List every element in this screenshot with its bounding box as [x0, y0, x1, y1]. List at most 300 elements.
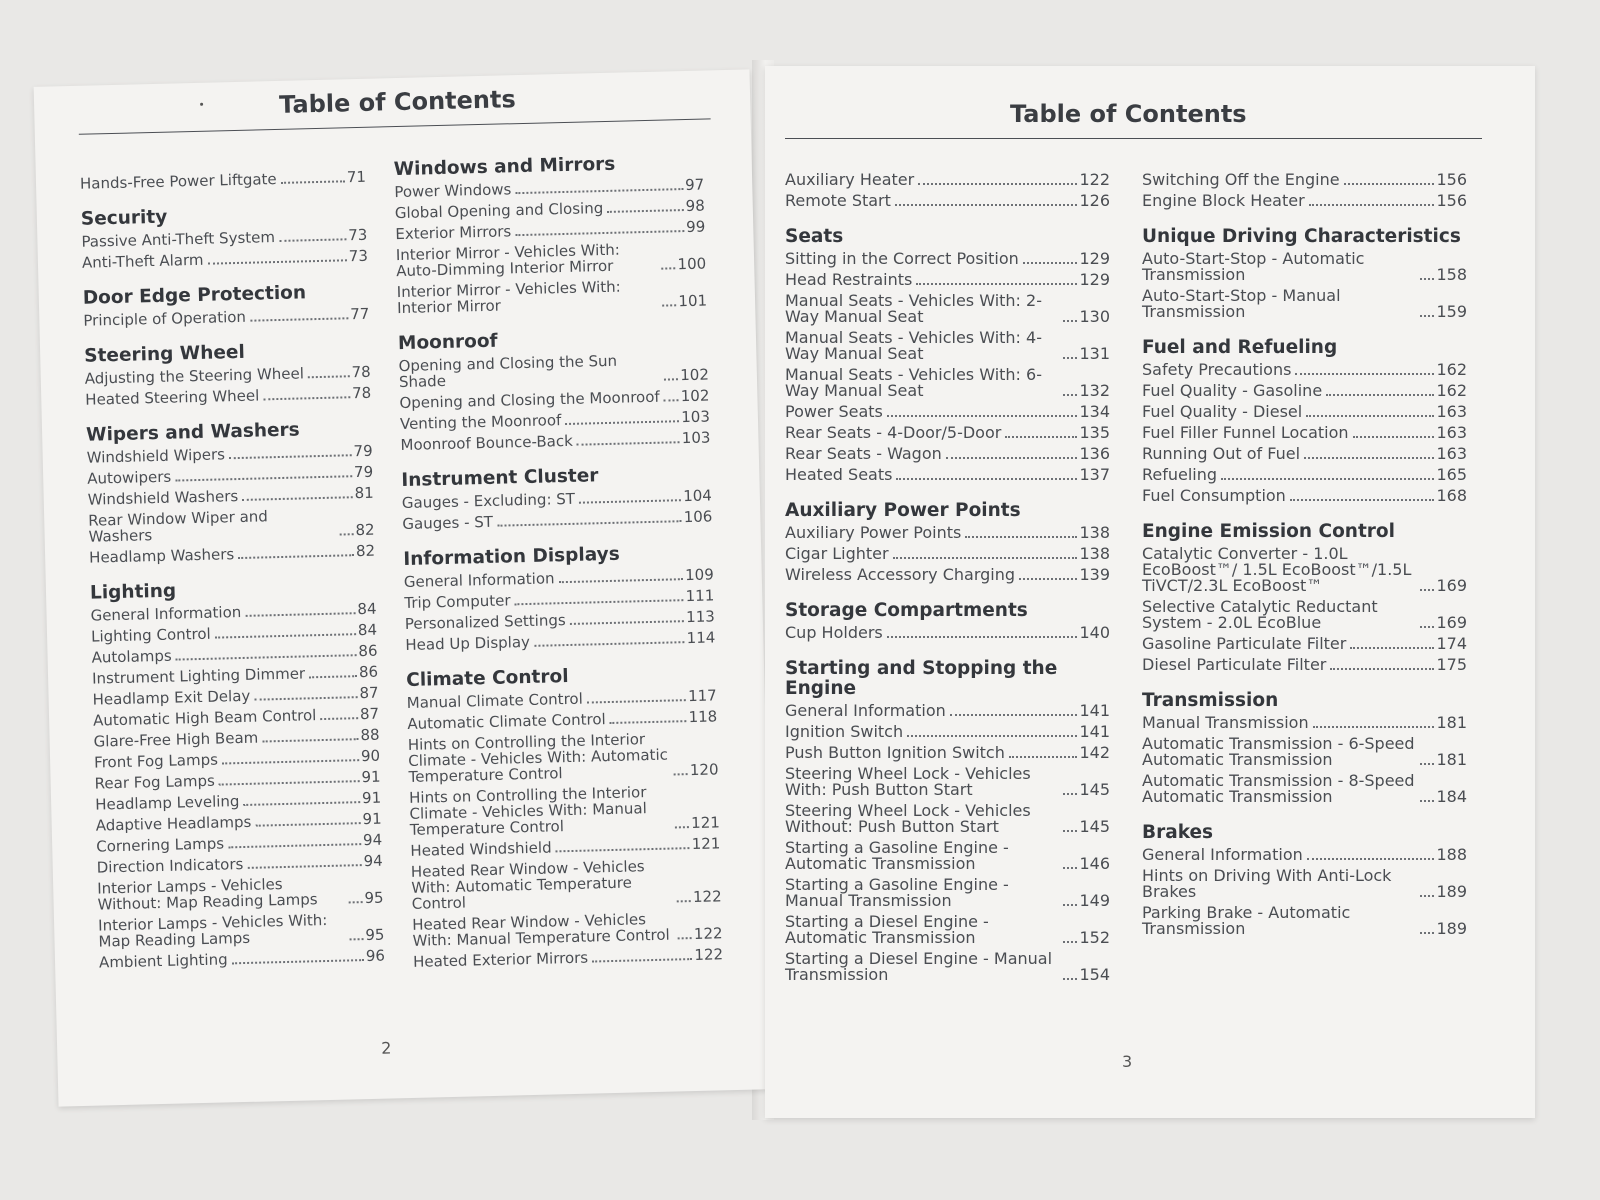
entry-page-number: 91	[361, 788, 382, 808]
toc-entry[interactable]	[397, 277, 708, 317]
dot-leader	[1344, 183, 1435, 185]
toc-entry[interactable]	[1142, 636, 1467, 652]
page-title: Table of Contents	[1010, 100, 1247, 128]
entry-page-number: 154	[1079, 965, 1110, 984]
entry-page-number: 130	[1079, 307, 1110, 326]
entry-page-number: 140	[1079, 623, 1110, 642]
toc-entry[interactable]	[785, 546, 1110, 562]
dot-leader	[965, 536, 1077, 538]
toc-entry[interactable]	[81, 227, 367, 250]
toc-entry[interactable]	[404, 587, 714, 611]
entry-title: Fuel Quality - Gasoline	[1142, 381, 1323, 400]
toc-entry[interactable]	[91, 643, 377, 666]
toc-entry[interactable]	[785, 567, 1110, 583]
entry-title: Power Seats	[785, 402, 883, 421]
dot-leader	[1420, 895, 1434, 897]
entry-title: Passive Anti-Theft System	[81, 228, 276, 251]
entry-title: Starting a Diesel Engine - Automatic Transmission	[785, 912, 989, 947]
toc-entry[interactable]	[408, 729, 719, 785]
entry-page-number: 121	[690, 813, 721, 833]
toc-entry[interactable]	[1142, 847, 1467, 863]
entry-title: Head Restraints	[785, 270, 913, 289]
toc-entry[interactable]	[1142, 736, 1467, 768]
dot-leader	[242, 496, 352, 501]
entry-title: Heated Steering Wheel	[85, 386, 260, 409]
entry-page-number: 99	[685, 217, 706, 236]
toc-entry[interactable]	[399, 387, 709, 411]
toc-entry[interactable]	[785, 803, 1110, 835]
toc-entry[interactable]	[94, 748, 380, 771]
toc-entry[interactable]	[398, 350, 709, 390]
section-heading: Climate Control	[406, 666, 569, 691]
dot-leader	[662, 267, 676, 269]
toc-entry[interactable]	[785, 293, 1110, 325]
dot-leader	[916, 283, 1077, 285]
entry-title: Switching Off the Engine	[1142, 170, 1340, 189]
dot-leader	[579, 499, 681, 503]
toc-entry[interactable]	[785, 914, 1110, 946]
entry-page-number: 90	[360, 746, 381, 766]
entry-title: Autolamps	[91, 646, 172, 667]
toc-entry[interactable]	[95, 790, 381, 813]
entry-title: Manual Climate Control	[406, 689, 583, 712]
entry-page-number: 102	[680, 365, 710, 385]
dot-leader	[176, 654, 357, 660]
entry-page-number: 162	[1436, 381, 1467, 400]
dot-leader	[918, 183, 1077, 185]
dot-leader	[1019, 578, 1077, 580]
toc-section	[785, 172, 1110, 209]
toc-entry[interactable]	[89, 543, 375, 566]
section-heading: Lighting	[89, 580, 177, 604]
dot-leader	[1420, 932, 1434, 934]
toc-entry[interactable]	[1142, 467, 1467, 483]
dot-leader	[515, 599, 684, 605]
dot-leader	[1009, 756, 1078, 758]
toc-entry[interactable]	[85, 385, 371, 408]
dot-leader	[1290, 499, 1435, 501]
dot-leader	[254, 696, 357, 701]
entry-page-number: 98	[685, 196, 705, 216]
entry-title: Headlamp Washers	[88, 545, 235, 567]
entry-page-number: 181	[1436, 750, 1467, 769]
dot-leader	[1307, 858, 1435, 860]
entry-title: Push Button Ignition Switch	[785, 743, 1005, 762]
entry-title: Steering Wheel Lock - Vehicles Without: Push Button Start	[785, 801, 1031, 836]
entry-title: Interior Mirror - Vehicles With: Interior Mirror	[396, 277, 621, 318]
section-heading: Information Displays	[403, 543, 620, 571]
dot-leader	[1063, 904, 1077, 906]
toc-entry[interactable]	[1142, 599, 1467, 631]
toc-section	[1142, 823, 1467, 937]
toc-entry[interactable]	[405, 608, 715, 632]
toc-entry[interactable]	[785, 525, 1110, 541]
entry-page-number: 129	[1079, 249, 1110, 268]
entry-title: Gasoline Particulate Filter	[1142, 634, 1347, 653]
entry-title: Global Opening and Closing	[394, 199, 604, 223]
toc-column	[785, 172, 1110, 1001]
section-heading: Unique Driving Characteristics	[1142, 226, 1461, 247]
dot-leader	[515, 230, 684, 236]
entry-title: Fuel Filler Funnel Location	[1142, 423, 1349, 442]
toc-entry[interactable]	[785, 330, 1110, 362]
entry-title: Starting a Gasoline Engine - Automatic Transmission	[785, 838, 1009, 873]
dot-leader	[664, 378, 678, 380]
entry-page-number: 181	[1436, 713, 1467, 732]
toc-entry[interactable]	[92, 664, 378, 687]
toc-entry[interactable]	[1142, 193, 1467, 209]
entry-page-number: 137	[1079, 465, 1110, 484]
entry-page-number: 106	[683, 507, 713, 527]
toc-entry[interactable]	[407, 708, 717, 732]
dot-leader	[1304, 457, 1434, 459]
entry-page-number: 103	[681, 407, 711, 427]
entry-title: Diesel Particulate Filter	[1142, 655, 1327, 674]
entry-page-number: 95	[365, 925, 385, 945]
entry-title: Cornering Lamps	[96, 834, 225, 856]
entry-page-number: 73	[348, 225, 368, 245]
toc-entry[interactable]	[87, 464, 373, 487]
toc-entry[interactable]	[785, 367, 1110, 399]
dot-leader	[1313, 726, 1435, 728]
entry-page-number: 156	[1436, 170, 1467, 189]
entry-title: Manual Transmission	[1142, 713, 1309, 732]
dot-leader	[1023, 262, 1078, 264]
toc-entry[interactable]	[785, 840, 1110, 872]
entry-page-number: 86	[358, 662, 379, 682]
dot-leader	[887, 415, 1078, 417]
dot-leader	[1420, 315, 1434, 317]
toc-section	[1142, 172, 1467, 209]
entry-title: Auto-Start-Stop - Manual Transmission	[1142, 286, 1341, 321]
entry-title: Manual Seats - Vehicles With: 2-Way Manual Seat	[785, 291, 1042, 326]
toc-entry[interactable]	[90, 601, 376, 624]
toc-section	[81, 203, 368, 271]
entry-page-number: 96	[365, 946, 386, 966]
entry-title: Venting the Moonroof	[399, 411, 562, 434]
entry-title: Hands-Free Power Liftgate	[79, 169, 277, 193]
toc-entry[interactable]	[400, 408, 710, 432]
entry-page-number: 138	[1079, 544, 1110, 563]
toc-entry[interactable]	[785, 193, 1110, 209]
toc-entry[interactable]	[785, 745, 1110, 761]
toc-entry[interactable]	[1142, 288, 1467, 320]
entry-page-number: 111	[685, 586, 715, 606]
toc-section	[403, 542, 715, 653]
entry-title: Instrument Lighting Dimmer	[91, 664, 306, 688]
toc-section	[785, 659, 1110, 983]
toc-entry[interactable]	[785, 951, 1110, 983]
toc-entry[interactable]	[785, 467, 1110, 483]
toc-entry[interactable]	[87, 443, 373, 466]
entry-page-number: 141	[1079, 722, 1110, 741]
toc-entry[interactable]	[88, 506, 375, 545]
entry-title: Cigar Lighter	[785, 544, 889, 563]
toc-section	[1142, 691, 1467, 805]
entry-title: Auto-Start-Stop - Automatic Transmission	[1142, 249, 1365, 284]
toc-entry[interactable]	[80, 169, 366, 192]
entry-page-number: 175	[1436, 655, 1467, 674]
entry-page-number: 163	[1436, 444, 1467, 463]
toc-entry[interactable]	[405, 629, 715, 653]
toc-entry[interactable]	[96, 832, 382, 855]
entry-title: Cup Holders	[785, 623, 883, 642]
dot-leader	[308, 375, 350, 378]
entry-page-number: 79	[353, 441, 373, 461]
entry-title: Hints on Controlling the Interior Climate - Vehicles With: Automatic Temperature Control	[407, 730, 669, 786]
entry-page-number: 126	[1079, 191, 1110, 210]
entry-title: General Information	[403, 569, 555, 591]
toc-entry[interactable]	[395, 198, 705, 222]
entry-page-number: 165	[1436, 465, 1467, 484]
toc-entry[interactable]	[1142, 172, 1467, 188]
toc-entry[interactable]	[1142, 488, 1467, 504]
entry-page-number: 84	[357, 599, 377, 619]
entry-title: Rear Seats - 4-Door/5-Door	[785, 423, 1002, 442]
dot-leader	[279, 238, 346, 242]
toc-entry[interactable]	[412, 909, 723, 949]
toc-entry[interactable]	[1142, 404, 1467, 420]
entry-page-number: 94	[362, 830, 383, 850]
dot-leader	[208, 259, 347, 264]
toc-entry[interactable]	[395, 219, 705, 243]
entry-page-number: 188	[1436, 845, 1467, 864]
dot-leader	[534, 641, 685, 647]
entry-title: Windshield Wipers	[86, 445, 226, 467]
toc-entry[interactable]	[394, 177, 704, 201]
entry-page-number: 145	[1079, 780, 1110, 799]
entry-title: Hints on Driving With Anti-Lock Brakes	[1142, 866, 1392, 901]
toc-entry[interactable]	[1142, 715, 1467, 731]
toc-entry[interactable]	[1142, 657, 1467, 673]
entry-page-number: 159	[1436, 302, 1467, 321]
entry-title: Anti-Theft Alarm	[81, 250, 204, 272]
entry-page-number: 117	[687, 686, 717, 706]
dot-leader	[250, 317, 348, 321]
entry-title: Gauges - ST	[402, 512, 494, 534]
toc-entry[interactable]	[785, 724, 1110, 740]
entry-page-number: 145	[1079, 817, 1110, 836]
dot-leader	[245, 612, 355, 617]
entry-page-number: 77	[349, 304, 370, 324]
entry-title: Heated Seats	[785, 465, 893, 484]
page-number: 2	[381, 1038, 392, 1058]
entry-page-number: 88	[360, 725, 380, 745]
entry-title: Headlamp Exit Delay	[92, 686, 251, 709]
dot-leader	[1063, 978, 1077, 980]
toc-column	[80, 169, 386, 989]
toc-entry[interactable]	[96, 811, 382, 834]
entry-title: Rear Window Wiper and Washers	[88, 507, 269, 546]
entry-title: Heated Rear Window - Vehicles With: Automatic Temperature Control	[410, 857, 645, 913]
entry-title: Safety Precautions	[1142, 360, 1292, 379]
toc-entry[interactable]	[785, 625, 1110, 641]
entry-page-number: 87	[359, 704, 380, 724]
toc-entry[interactable]	[1142, 868, 1467, 900]
toc-entry[interactable]	[1142, 362, 1467, 378]
toc-section	[90, 577, 385, 971]
dot-leader	[587, 699, 686, 703]
dot-leader	[515, 188, 683, 194]
toc-entry[interactable]	[785, 703, 1110, 719]
toc-entry[interactable]	[410, 835, 720, 859]
toc-entry[interactable]	[400, 429, 710, 453]
entry-page-number: 189	[1436, 882, 1467, 901]
entry-title: Sitting in the Correct Position	[785, 249, 1019, 268]
entry-page-number: 158	[1436, 265, 1467, 284]
entry-title: Catalytic Converter - 1.0L EcoBoost™/ 1.5L EcoBoost™/1.5L TiVCT/2.3L EcoBoost™	[1142, 544, 1412, 595]
toc-entry[interactable]	[1142, 251, 1467, 283]
entry-title: Exterior Mirrors	[395, 222, 512, 244]
entry-title: Heated Windshield	[410, 838, 552, 860]
section-heading: Wipers and Washers	[85, 419, 300, 446]
entry-title: Head Up Display	[405, 632, 531, 654]
entry-title: Automatic Transmission - 8-Speed Automatic Transmission	[1142, 771, 1415, 806]
dot-leader	[1063, 793, 1077, 795]
dot-leader	[228, 843, 361, 848]
section-heading: Door Edge Protection	[82, 282, 307, 309]
toc-entry[interactable]	[785, 766, 1110, 798]
dot-leader	[895, 204, 1078, 206]
toc-entry[interactable]	[411, 856, 722, 912]
toc-entry[interactable]	[407, 687, 717, 711]
entry-page-number: 84	[357, 620, 378, 640]
entry-page-number: 162	[1436, 360, 1467, 379]
entry-title: Manual Seats - Vehicles With: 6-Way Manual Seat	[785, 365, 1042, 400]
dot-leader	[663, 304, 677, 306]
dot-leader	[565, 420, 679, 425]
dot-leader	[896, 478, 1077, 480]
toc-entry[interactable]	[785, 446, 1110, 462]
toc-entry[interactable]	[396, 240, 707, 280]
toc-entry[interactable]	[785, 272, 1110, 288]
entry-page-number: 129	[1079, 270, 1110, 289]
section-heading: Windows and Mirrors	[393, 153, 616, 181]
entry-page-number: 121	[691, 834, 721, 854]
entry-page-number: 82	[355, 520, 375, 540]
toc-section	[785, 501, 1110, 583]
section-heading: Brakes	[1142, 822, 1214, 843]
entry-title: General Information	[785, 701, 946, 720]
entry-page-number: 103	[681, 428, 711, 448]
entry-title: Adjusting the Steering Wheel	[84, 364, 305, 388]
dot-leader	[887, 636, 1078, 638]
toc-entry[interactable]	[409, 782, 720, 838]
toc-entry[interactable]	[97, 874, 384, 913]
entry-title: Windshield Washers	[87, 487, 239, 509]
entry-page-number: 169	[1436, 576, 1467, 595]
toc-entry[interactable]	[785, 877, 1110, 909]
entry-page-number: 169	[1436, 613, 1467, 632]
toc-entry[interactable]	[98, 911, 385, 950]
toc-entry[interactable]	[402, 508, 712, 532]
page-title: Table of Contents	[278, 85, 517, 119]
toc-entry[interactable]	[1142, 773, 1467, 805]
dot-leader	[219, 780, 360, 785]
entry-title: Automatic Climate Control	[407, 710, 606, 733]
dot-leader	[222, 759, 359, 764]
entry-title: Wireless Accessory Charging	[785, 565, 1016, 584]
dot-leader	[232, 959, 364, 964]
entry-title: Parking Brake - Automatic Transmission	[1142, 903, 1351, 938]
entry-page-number: 91	[361, 767, 381, 787]
toc-entry[interactable]	[93, 727, 379, 750]
dot-leader	[950, 714, 1078, 716]
section-heading: Security	[80, 206, 168, 230]
entry-title: Adaptive Headlamps	[95, 812, 252, 835]
toc-entry[interactable]	[1142, 905, 1467, 937]
toc-entry[interactable]	[785, 404, 1110, 420]
entry-page-number: 118	[688, 707, 718, 727]
entry-title: Power Windows	[394, 180, 512, 202]
dot-leader	[340, 533, 354, 535]
toc-entry[interactable]	[83, 306, 369, 329]
entry-page-number: 138	[1079, 523, 1110, 542]
dot-leader	[1420, 278, 1434, 280]
entry-page-number: 163	[1436, 402, 1467, 421]
toc-entry[interactable]	[92, 685, 378, 708]
entry-page-number: 73	[348, 246, 369, 266]
toc-entry[interactable]	[785, 251, 1110, 267]
toc-entry[interactable]	[93, 706, 379, 729]
toc-entry[interactable]	[82, 248, 368, 271]
toc-entry[interactable]	[85, 364, 371, 387]
toc-entry[interactable]	[785, 172, 1110, 188]
entry-title: Starting a Gasoline Engine - Manual Transmission	[785, 875, 1009, 910]
toc-entry[interactable]	[402, 487, 712, 511]
entry-page-number: 152	[1079, 928, 1110, 947]
dot-leader	[244, 801, 361, 806]
dot-leader	[1063, 357, 1077, 359]
title-rule	[785, 138, 1482, 139]
toc-entry[interactable]	[1142, 546, 1467, 594]
toc-entry[interactable]	[97, 853, 383, 876]
dot-leader	[1420, 589, 1434, 591]
entry-page-number: 146	[1079, 854, 1110, 873]
toc-entry[interactable]	[88, 485, 374, 508]
entry-title: Principle of Operation	[83, 307, 247, 330]
dot-leader	[1063, 394, 1077, 396]
toc-entry[interactable]	[99, 948, 385, 971]
toc-entry[interactable]	[404, 566, 714, 590]
toc-section	[83, 282, 370, 329]
dot-leader	[238, 554, 354, 559]
entry-page-number: 134	[1079, 402, 1110, 421]
dot-leader	[1063, 941, 1077, 943]
entry-page-number: 122	[692, 887, 722, 907]
toc-entry[interactable]	[1142, 446, 1467, 462]
dot-leader	[674, 773, 688, 775]
dot-leader	[255, 822, 360, 827]
toc-entry[interactable]	[413, 946, 723, 970]
section-heading: Starting and Stopping the Engine	[785, 658, 1058, 699]
toc-entry[interactable]	[91, 622, 377, 645]
section-heading: Instrument Cluster	[401, 465, 599, 492]
toc-entry[interactable]	[785, 425, 1110, 441]
entry-title: Automatic Transmission - 6-Speed Automatic Transmission	[1142, 734, 1415, 769]
entry-page-number: 86	[358, 641, 378, 661]
dot-leader	[229, 454, 352, 459]
toc-entry[interactable]	[1142, 425, 1467, 441]
dot-leader	[677, 900, 691, 902]
toc-entry[interactable]	[1142, 383, 1467, 399]
entry-title: Front Fog Lamps	[93, 750, 219, 772]
entry-page-number: 142	[1079, 743, 1110, 762]
entry-page-number: 141	[1079, 701, 1110, 720]
entry-title: Rear Fog Lamps	[94, 771, 216, 793]
toc-entry[interactable]	[94, 769, 380, 792]
section-heading: Storage Compartments	[785, 600, 1028, 621]
